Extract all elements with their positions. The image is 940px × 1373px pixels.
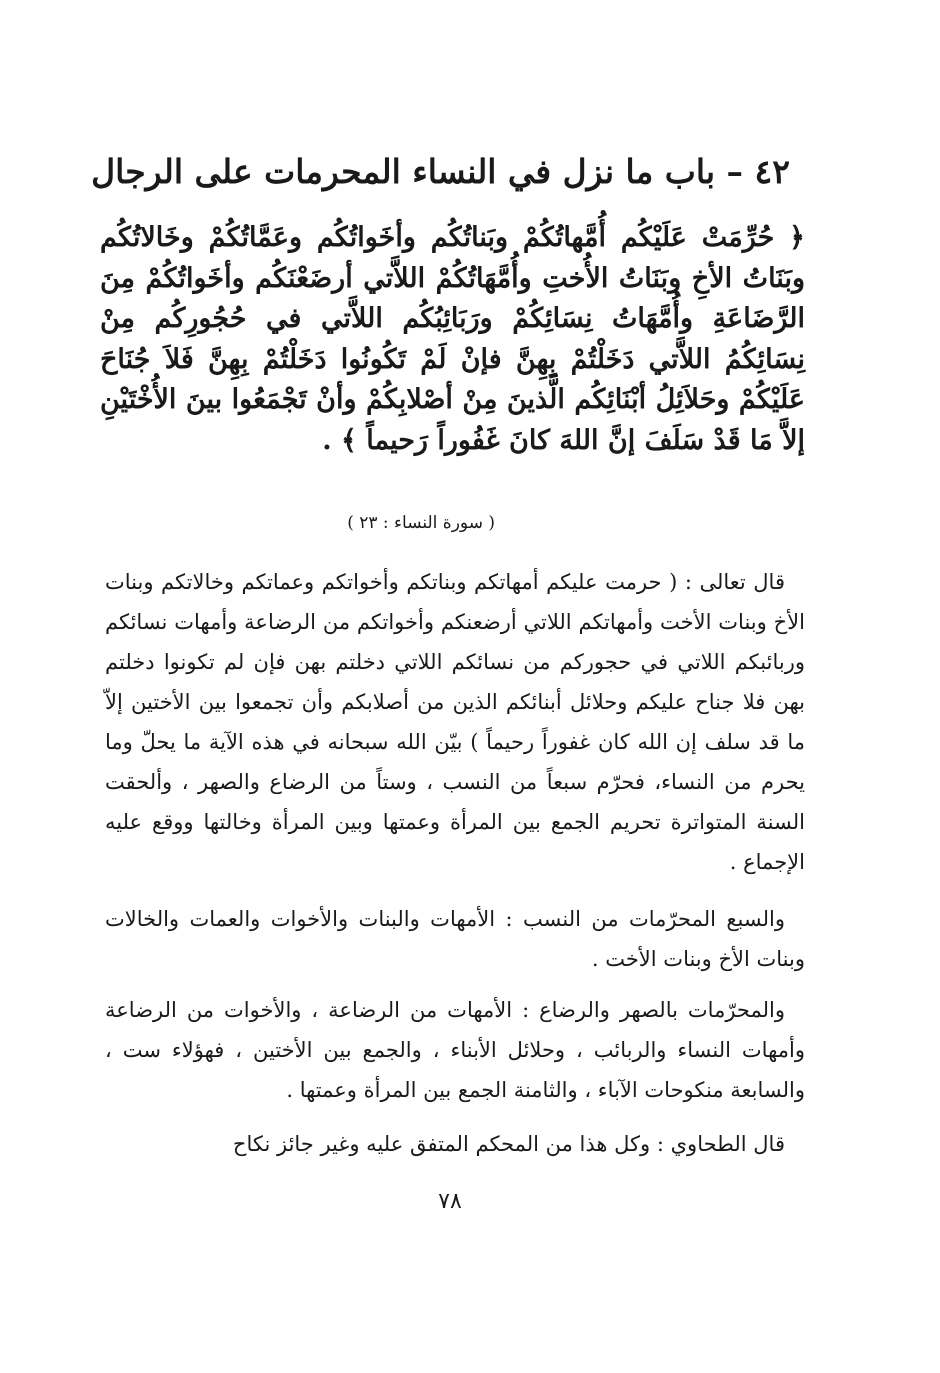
paragraph-lineage-prohibitions: والسبع المحرّمات من النسب : الأمهات والبنات والأخوات والعمات والخالات وبنات الأخ وبنات الأخت . bbox=[105, 907, 805, 971]
chapter-title: ٤٢ – باب ما نزل في النساء المحرمات على الرجال bbox=[91, 152, 790, 191]
page-number: ٧٨ bbox=[438, 1189, 462, 1214]
paragraph-marriage-nursing-prohibitions: والمحرّمات بالصهر والرضاع : الأمهات من الرضاعة ، والأخوات من الرضاعة وأمهات النساء والربائب ، وحلائل الأبناء ، والجمع بين الأختين ، فهؤلاء ست ، والسابعة منكوحات الآباء ، والثامنة الجمع بين المرأة وعمتها . bbox=[105, 998, 805, 1102]
paragraph-tahawi-quote: قال الطحاوي : وكل هذا من المحكم المتفق عليه وغير جائز نكاح bbox=[232, 1132, 785, 1156]
paragraph-commentary: قال تعالى : ( حرمت عليكم أمهاتكم وبناتكم وأخواتكم وعماتكم وخالاتكم وبنات الأخ وبنات الأخت وأمهاتكم اللاتي أرضعنكم وأخواتكم من الرضاعة وأمهات نسائكم وربائبكم اللاتي في حجوركم من نسائكم اللاتي دخلتم بهن فإن لم تكونوا دخلتم بهن فلا جناح عليكم وحلائل أبنائكم الذين من أصلابكم وأن تجمعوا بين الأختين إلاّ ما قد سلف إن الله كان غفوراً رحيماً ) بيّن الله سبحانه في هذه الآية ما يحلّ وما يحرم من النساء، فحرّم سبعاً من النسب ، وستاً من الرضاع والصهر ، وألحقت السنة المتواترة تحريم الجمع بين المرأة وعمتها وبين المرأة وخالتها ووقع عليه الإجماع . bbox=[105, 570, 806, 874]
verse-reference: ( سورة النساء : ٢٣ ) bbox=[347, 513, 495, 533]
quran-verse: ﴿ حُرِّمَتْ عَلَيْكُم أُمَّهاتُكُمْ وبَناتُكُم وأخَواتُكُم وعَمَّاتُكُمْ وخَالاتُكُم وبَنَاتُ الأخِ وبَنَاتُ الأُختِ وأُمَّهَاتُكُمْ اللاَّتي أرضَعْنَكُم وأخَواتُكُمْ مِنَ الرَّضَاعَةِ وأُمَّهَاتُ نِسَائِكُمْ ورَبَائِبُكُم اللاَّتي في حُجُورِكُم مِنْ نِسَائِكُمُ اللاَّتي دَخَلْتُمْ بِهِنَّ فإنْ لَمْ تَكُونُوا دَخَلْتُمْ بِهِنَّ فَلاَ جُنَاحَ عَلَيْكُمْ وحَلاَئِلُ أبْنَائِكُم الَّذينَ مِنْ أصْلابِكُمْ وأنْ تَجْمَعُوا بينَ الأُخْتَيْنِ إلاَّ مَا قَدْ سَلَفَ إنَّ اللهَ كانَ غَفُوراً رَحيماً ﴾ . bbox=[100, 222, 805, 456]
